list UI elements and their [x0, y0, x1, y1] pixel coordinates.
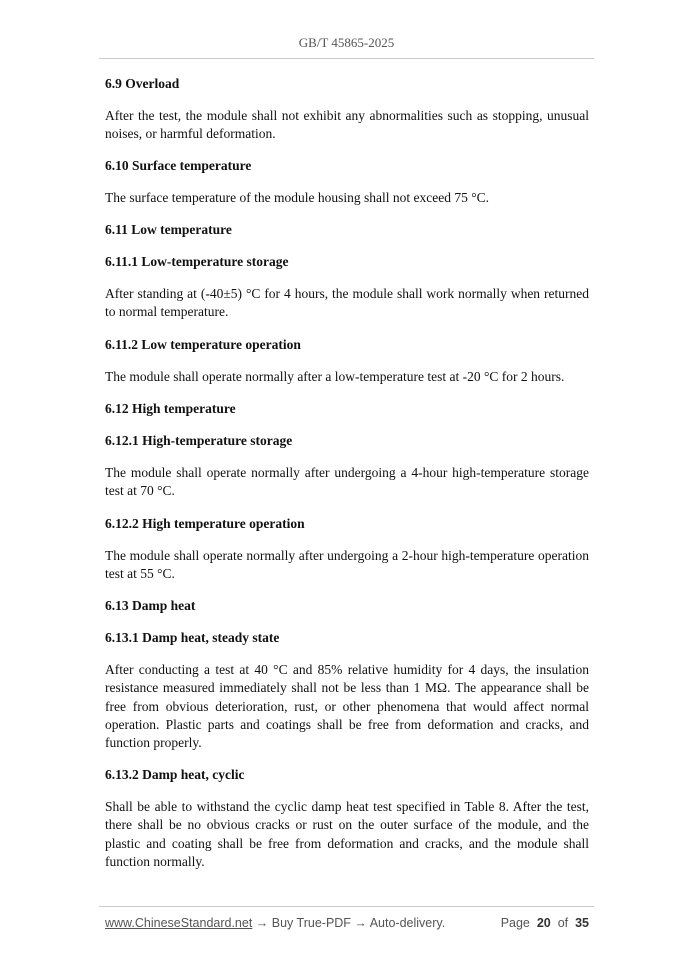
- paragraph-6-13-1: After conducting a test at 40 °C and 85% relative humidity for 4 days, the insulation resistance measured immediately shall not be less than 1 MΩ. The appearance shall be free from obvious deterioration, rust, or other phenomena that would affect normal operation. Plastic parts and coatings shall be free from deformation and cracks, and function properly.: [105, 662, 589, 751]
- heading-6-11: 6.11 Low temperature: [105, 222, 232, 237]
- heading-6-10: 6.10 Surface temperature: [105, 158, 252, 173]
- heading-6-11-1: 6.11.1 Low-temperature storage: [105, 254, 289, 269]
- paragraph-6-10: The surface temperature of the module housing shall not exceed 75 °C.: [105, 190, 490, 205]
- website-link[interactable]: www.ChineseStandard.net: [105, 916, 253, 930]
- paragraph-6-12-2: The module shall operate normally after undergoing a 2-hour high-temperature operation test at 55 °C.: [105, 548, 589, 582]
- heading-6-13: 6.13 Damp heat: [105, 598, 196, 613]
- paragraph-6-9: After the test, the module shall not exhibit any abnormalities such as stopping, unusual noises, or harmful deformation.: [105, 108, 589, 142]
- heading-6-12-2: 6.12.2 High temperature operation: [105, 516, 305, 531]
- page-label: Page: [500, 916, 530, 930]
- paragraph-6-11-1: After standing at (-40±5) °C for 4 hours, the module shall work normally when returned to normal temperature.: [105, 286, 589, 320]
- heading-6-12: 6.12 High temperature: [105, 401, 236, 416]
- footer: [105, 916, 589, 930]
- heading-6-9: 6.9 Overload: [105, 76, 180, 91]
- heading-6-13-2: 6.13.2 Damp heat, cyclic: [105, 767, 245, 782]
- header-divider: [99, 58, 594, 59]
- footer-tagline: → Buy True-PDF → Auto-delivery.: [252, 916, 446, 930]
- heading-6-13-1: 6.13.1 Damp heat, steady state: [105, 630, 280, 645]
- heading-6-12-1: 6.12.1 High-temperature storage: [105, 433, 293, 448]
- current-page: 20: [536, 916, 551, 930]
- of-label: of: [557, 916, 569, 930]
- paragraph-6-11-2: The module shall operate normally after a low-temperature test at -20 °C for 2 hours.: [105, 369, 565, 384]
- paragraph-6-12-1: The module shall operate normally after undergoing a 4-hour high-temperature storage test at 70 °C.: [105, 465, 589, 499]
- paragraph-6-13-2: Shall be able to withstand the cyclic damp heat test specified in Table 8. After the test, there shall be no obvious cracks or rust on the outer surface of the module, and the plastic and coating shall be free from deformation and cracks, and the module shall function normally.: [105, 799, 589, 869]
- footer-divider: [99, 906, 594, 907]
- heading-6-11-2: 6.11.2 Low temperature operation: [105, 337, 301, 352]
- page-number: [501, 916, 589, 930]
- document-id-header: GB/T 45865-2025: [298, 35, 395, 50]
- total-pages: 35: [575, 916, 589, 930]
